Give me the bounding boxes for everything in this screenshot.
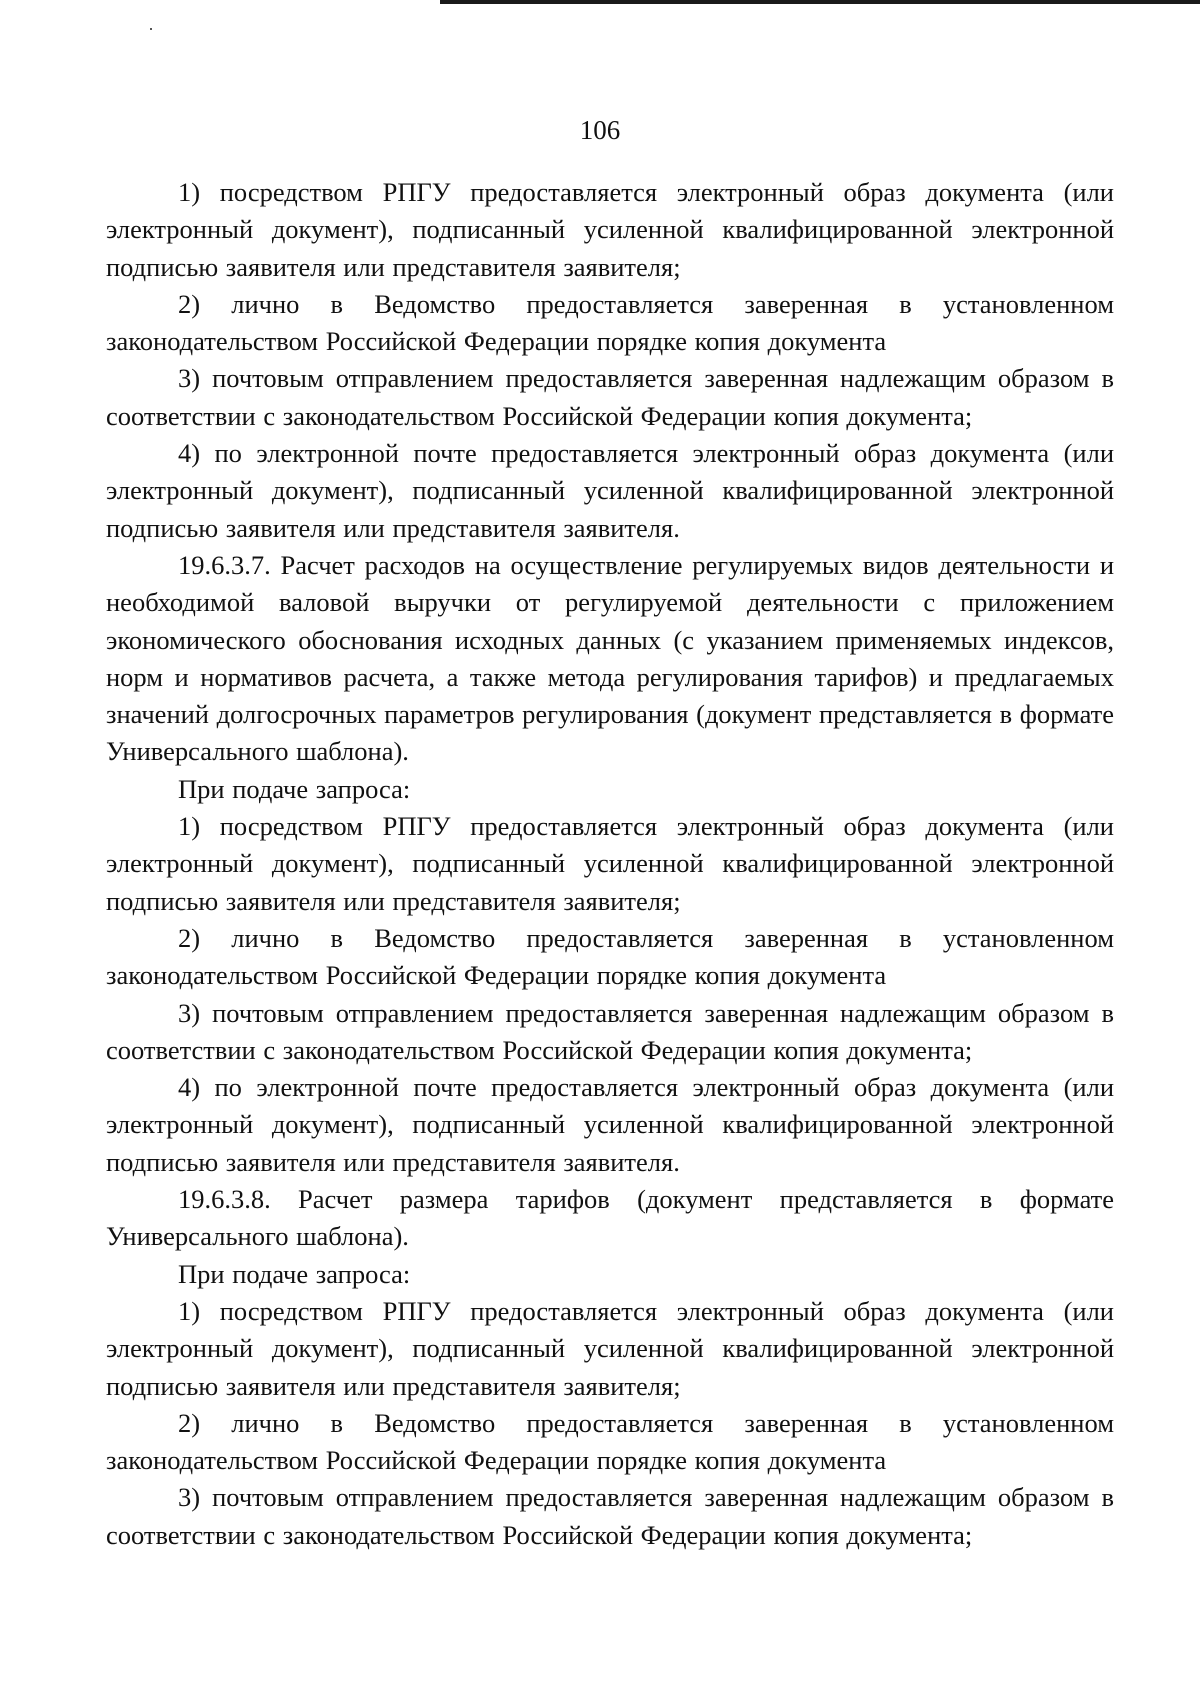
scan-edge-line	[440, 0, 1200, 4]
paragraph-item-2-in-person: 2) лично в Ведомство предоставляется заверенная в установленном законодательством Российской Федерации порядке копия документа	[106, 1407, 1114, 1476]
paragraph-request-heading: При подаче запроса:	[178, 773, 411, 804]
paragraph-item-1-rpgu: 1) посредством РПГУ предоставляется электронный образ документа (или электронный документ), подписанный усиленной квалифицированной электронной подписью заявителя или представителя заявителя;	[106, 811, 1114, 916]
paragraph-item-4-email: 4) по электронной почте предоставляется электронный образ документа (или электронный документ), подписанный усиленной квалифицированной электронной подписью заявителя или представителя заявителя.	[106, 1072, 1114, 1177]
scan-speck	[150, 28, 152, 30]
paragraph-request-heading: При подаче запроса:	[178, 1258, 411, 1289]
paragraph-section-19-6-3-8: 19.6.3.8. Расчет размера тарифов (документ представляется в формате Универсального шаблона).	[106, 1184, 1114, 1252]
paragraph-section-19-6-3-7: 19.6.3.7. Расчет расходов на осуществление регулируемых видов деятельности и необходимой валовой выручки от регулируемой деятельности с приложением экономического обоснования исходных данных (с указанием применяемых индексов, норм и нормативов расчета, а также метода регулирования тарифов) и предлагаемых значений долгосрочных параметров регулирования (документ представляется в формате Универсального шаблона).	[106, 549, 1114, 767]
paragraph-item-1-rpgu: 1) посредством РПГУ предоставляется электронный образ документа (или электронный документ), подписанный усиленной квалифицированной электронной подписью заявителя или представителя заявителя;	[106, 1295, 1114, 1401]
page-number: 106	[579, 115, 621, 145]
paragraph-item-4-email: 4) по электронной почте предоставляется электронный образ документа (или электронный документ), подписанный усиленной квалифицированной электронной подписью заявителя или представителя заявителя.	[106, 438, 1114, 543]
paragraph-item-3-mail: 3) почтовым отправлением предоставляется заверенная надлежащим образом в соответствии с законодательством Российской Федерации копия документа;	[106, 363, 1114, 431]
paragraph-item-2-in-person: 2) лично в Ведомство предоставляется заверенная в установленном законодательством Российской Федерации порядке копия документа	[106, 288, 1114, 357]
document-body	[106, 174, 1114, 1554]
paragraph-item-3-mail: 3) почтовым отправлением предоставляется заверенная надлежащим образом в соответствии с законодательством Российской Федерации копия документа;	[106, 997, 1114, 1065]
paragraph-item-3-mail: 3) почтовым отправлением предоставляется заверенная надлежащим образом в соответствии с законодательством Российской Федерации копия документа;	[106, 1482, 1114, 1550]
paragraph-item-2-in-person: 2) лично в Ведомство предоставляется заверенная в установленном законодательством Российской Федерации порядке копия документа	[106, 922, 1114, 991]
paragraph-item-1-rpgu: 1) посредством РПГУ предоставляется электронный образ документа (или электронный документ), подписанный усиленной квалифицированной электронной подписью заявителя или представителя заявителя;	[106, 177, 1114, 282]
